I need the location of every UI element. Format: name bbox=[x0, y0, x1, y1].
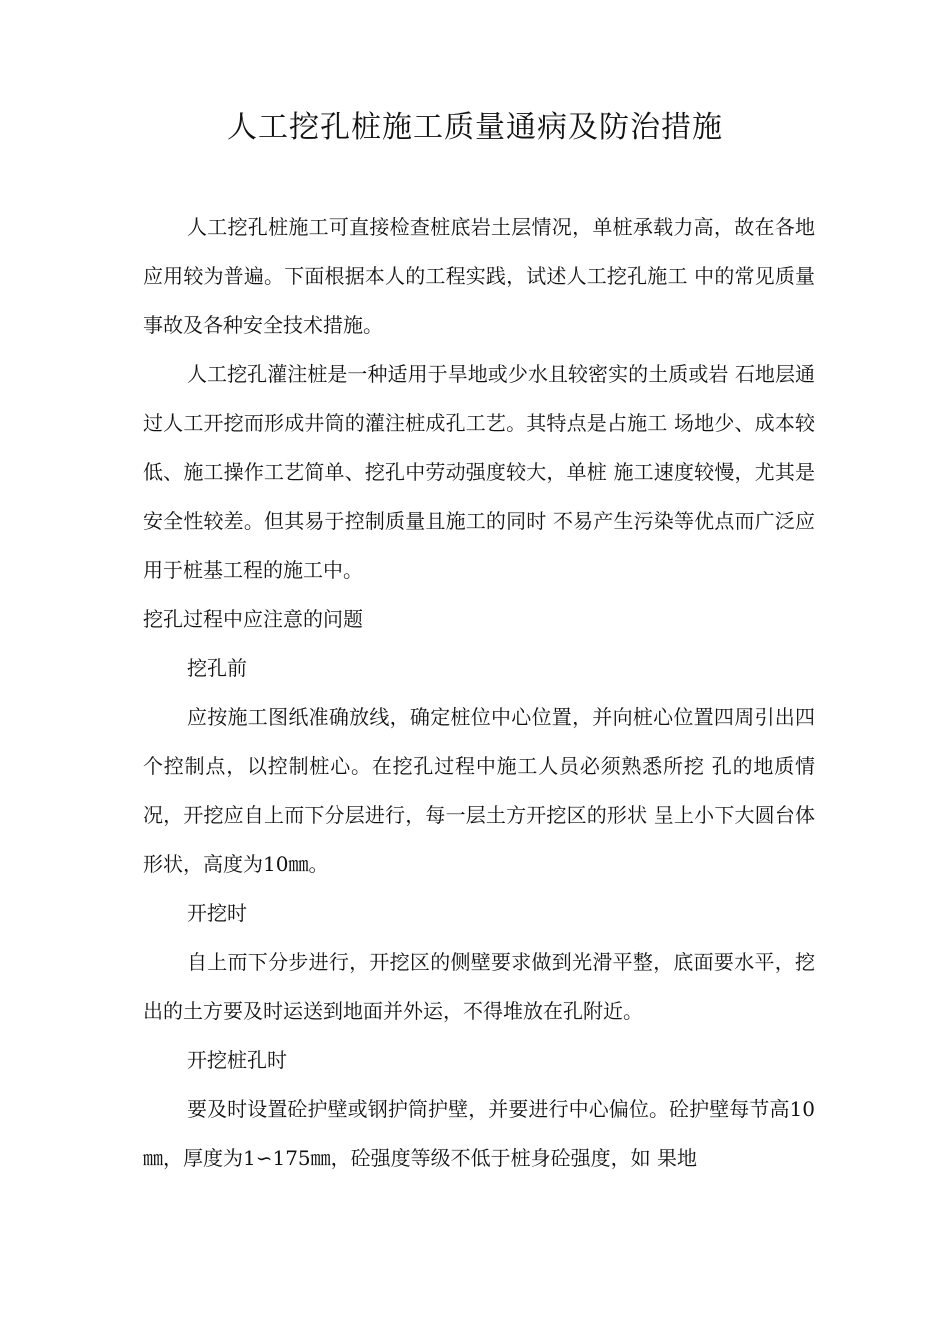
paragraph-pile-hole: 要及时设置砼护壁或钢护筒护壁，并要进行中心偏位。砼护壁每节高10㎜，厚度为1∽175㎜，砼强度等级不低于桩身砼强度，如 果地 bbox=[143, 1097, 815, 1170]
section-heading: 挖孔过程中应注意的问题 bbox=[143, 607, 363, 631]
paragraph-intro-1: 人工挖孔桩施工可直接检查桩底岩土层情况，单桩承载力高，故在各地应用较为普遍。下面根据本人的工程实践，试述人工挖孔施工 中的常见质量事故及各种安全技术措施。 bbox=[143, 215, 815, 337]
paragraph-intro-2: 人工挖孔灌注桩是一种适用于旱地或少水且较密实的土质或岩 石地层通过人工开挖而形成井筒的灌注桩成孔工艺。其特点是占施工 场地少、成本较低、施工操作工艺简单、挖孔中劳动强度较大，单桩 施工速度较慢，尤其是安全性较差。但其易于控制质量且施工的同时 不易产生污染等优点而广泛应用于桩基工程的施工中。 bbox=[143, 362, 815, 582]
subheading-pile-hole: 开挖桩孔时 bbox=[187, 1048, 287, 1072]
document-title: 人工挖孔桩施工质量通病及防治措施 bbox=[227, 110, 723, 145]
document-body bbox=[143, 203, 815, 1183]
paragraph-before-digging: 应按施工图纸准确放线，确定桩位中心位置，并向桩心位置四周引出四个控制点，以控制桩心。在挖孔过程中施工人员必须熟悉所挖 孔的地质情况，开挖应自上而下分层进行，每一层土方开挖区的形状 呈上小下大圆台体形状，高度为10㎜。 bbox=[143, 705, 815, 876]
subheading-before-digging: 挖孔前 bbox=[187, 656, 247, 680]
subheading-during-digging: 开挖时 bbox=[187, 901, 247, 925]
paragraph-during-digging: 自上而下分步进行，开挖区的侧壁要求做到光滑平整，底面要水平，挖出的土方要及时运送到地面并外运，不得堆放在孔附近。 bbox=[143, 950, 815, 1023]
